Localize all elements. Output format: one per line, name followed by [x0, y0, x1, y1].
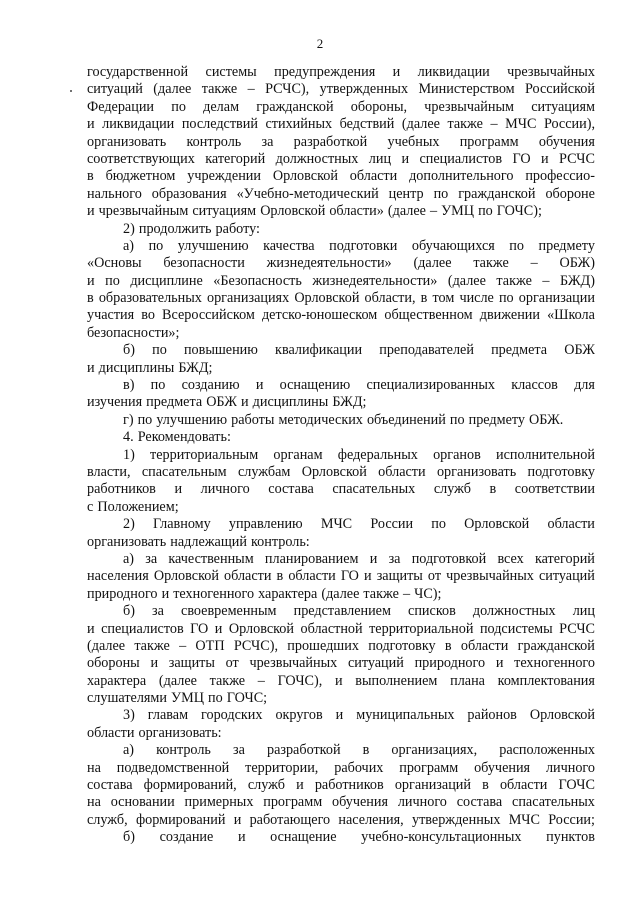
text-line: области организовать:: [87, 724, 222, 741]
text-line: характера (далее также – ГОЧС), и выполнением плана комплектования: [87, 672, 595, 689]
text-line: слушателями УМЦ по ГОЧС;: [87, 690, 268, 707]
text-line: 1) территориальным органам федеральных органов исполнительной: [123, 446, 595, 463]
text-line: организовать надлежащий контроль:: [87, 533, 310, 550]
text-line: власти, спасательным службам Орловской области организовать подготовку: [87, 463, 595, 480]
text-line: организовать контроль за разработкой учебных программ обучения: [87, 133, 595, 150]
text-line: нального образования «Учебно-методический центр по гражданской обороне: [87, 185, 595, 202]
text-line: населения Орловской области в области ГО и защиты от чрезвычайных ситуаций: [87, 568, 595, 585]
text-line: природного и техногенного характера (далее также – ЧС);: [87, 585, 442, 602]
text-line: и чрезвычайным ситуациям Орловской области» (далее – УМЦ по ГОЧС);: [87, 203, 542, 220]
text-line: на основании примерных программ обучения личного состава спасательных: [87, 794, 595, 811]
scan-speck: [70, 90, 72, 92]
text-line: б) создание и оснащение учебно-консультационных пунктов: [123, 829, 595, 846]
text-line: служб, формирований и работающего населения, утвержденных МЧС России;: [87, 811, 595, 828]
text-line: в бюджетном учреждении Орловской области дополнительного профессио-: [87, 168, 595, 185]
text-line: а) контроль за разработкой в организациях, расположенных: [123, 742, 595, 759]
text-line: б) за своевременным представлением списков должностных лиц: [123, 603, 595, 620]
text-line: работников и личного состава спасательных служб в соответствии: [87, 481, 595, 498]
text-line: 4. Рекомендовать:: [123, 429, 231, 446]
text-line: 3) главам городских округов и муниципальных районов Орловской: [123, 707, 595, 724]
text-line: ситуаций (далее также – РСЧС), утвержденных Министерством Российской: [87, 81, 595, 98]
text-line: соответствующих категорий должностных лиц и специалистов ГО и РСЧС: [87, 150, 595, 167]
text-line: (далее также – ОТП РСЧС), прошедших подготовку в области гражданской: [87, 637, 595, 654]
text-line: в образовательных организациях Орловской области, в том числе по организации: [87, 290, 595, 307]
text-line: 2) Главному управлению МЧС России по Орловской области: [123, 516, 595, 533]
text-line: и по дисциплине «Безопасность жизнедеятельности» (далее также – БЖД): [87, 272, 595, 289]
text-line: 2) продолжить работу:: [123, 220, 260, 237]
text-line: на подведомственной территории, рабочих программ обучения личного: [87, 759, 595, 776]
text-line: состава формирований, служб и работников организаций в области ГОЧС: [87, 777, 595, 794]
text-line: и специалистов ГО и Орловской областной территориальной подсистемы РСЧС: [87, 620, 595, 637]
text-line: участия во Всероссийском детско-юношеском общественном движении «Школа: [87, 307, 595, 324]
text-line: изучения предмета ОБЖ и дисциплины БЖД;: [87, 394, 367, 411]
text-line: безопасности»;: [87, 324, 180, 341]
page-number: 2: [316, 36, 324, 51]
text-line: и ликвидации последствий стихийных бедствий (далее также – МЧС России),: [87, 116, 595, 133]
text-line: в) по созданию и оснащению специализированных классов для: [123, 377, 595, 394]
text-line: а) по улучшению качества подготовки обучающихся по предмету: [123, 237, 595, 254]
text-line: государственной системы предупреждения и ликвидации чрезвычайных: [87, 64, 595, 80]
text-line: б) по повышению квалификации преподавателей предмета ОБЖ: [123, 342, 595, 359]
text-line: «Основы безопасности жизнедеятельности» (далее также – ОБЖ): [87, 255, 595, 272]
text-line: с Положением;: [87, 498, 179, 515]
text-line: обороны и защиты от чрезвычайных ситуаций природного и техногенного: [87, 655, 595, 672]
text-line: и дисциплины БЖД;: [87, 359, 213, 376]
text-line: а) за качественным планированием и за подготовкой всех категорий: [123, 550, 595, 567]
text-line: г) по улучшению работы методических объединений по предмету ОБЖ.: [123, 411, 564, 428]
text-line: Федерации по делам гражданской обороны, чрезвычайным ситуациям: [87, 98, 595, 115]
document-body: [87, 64, 595, 847]
